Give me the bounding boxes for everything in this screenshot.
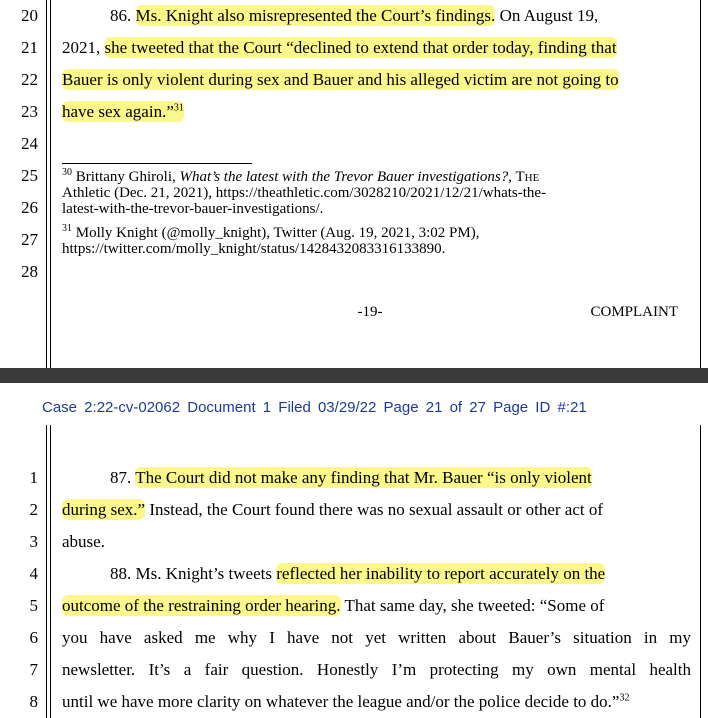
footnote-text: Molly Knight (@molly_knight), Twitter (Aug. 19, 2021, 3:02 PM), <box>72 225 480 241</box>
footnote-text: , The <box>508 169 540 185</box>
footnote-30-line-1 <box>62 167 691 185</box>
line-number: 6 <box>29 628 38 647</box>
highlighted-text: Ms. Knight also misrepresented the Court’s findings. <box>135 6 496 25</box>
paragraph-number: 87. <box>110 468 136 487</box>
line-number: 20 <box>21 6 38 25</box>
highlighted-text: she tweeted that the Court “declined to extend that order today, finding that <box>104 38 617 57</box>
line-number: 24 <box>21 134 38 153</box>
line-number: 4 <box>29 564 38 583</box>
line-number: 23 <box>21 102 38 121</box>
body-text: On August 19, <box>495 6 599 25</box>
line-number: 28 <box>21 262 38 281</box>
paragraph-88-line-5 <box>62 692 691 712</box>
footnote-ref-32[interactable]: 32 <box>619 692 630 704</box>
footnote-31-line-2[interactable]: https://twitter.com/molly_knight/status/1428432083316133890. <box>62 241 446 257</box>
body-text: That same day, she tweeted: “Some of <box>340 596 605 615</box>
body-text: 2021, <box>62 38 105 57</box>
paragraph-86-line-2 <box>62 38 691 58</box>
footnote-30-line-3[interactable]: latest-with-the-trevor-bauer-investigations/. <box>62 201 324 217</box>
highlighted-text: during sex.” <box>62 500 146 519</box>
line-number: 25 <box>21 166 38 185</box>
paragraph-87-line-3: abuse. <box>62 532 105 551</box>
line-number: 27 <box>21 230 38 249</box>
paragraph-number: 86. <box>110 6 136 25</box>
paragraph-88-line-2 <box>62 596 691 616</box>
footnote-ref-31[interactable]: 31 <box>173 102 184 114</box>
highlighted-text: reflected her inability to report accurately on the <box>276 564 606 583</box>
footnote-31-line-1 <box>62 223 691 241</box>
body-text: 88. Ms. Knight’s tweets <box>110 564 277 583</box>
margin-rule-left-inner <box>50 0 51 368</box>
line-number: 3 <box>29 532 38 551</box>
line-number: 1 <box>29 468 38 487</box>
line-number: 2 <box>29 500 38 519</box>
line-number: 8 <box>29 692 38 711</box>
page-separator <box>0 368 708 383</box>
footnote-number: 31 <box>62 223 72 234</box>
page-number: -19- <box>357 304 383 320</box>
paragraph-88-line-1 <box>62 564 691 584</box>
highlighted-text-content: have sex again.” <box>62 102 174 121</box>
highlighted-text: Bauer is only violent during sex and Bauer and his alleged victim are not going to <box>62 70 619 89</box>
paragraph-87-line-2 <box>62 500 691 520</box>
line-number: 7 <box>29 660 38 679</box>
highlighted-text: The Court did not make any finding that Mr. Bauer “is only violent <box>135 468 592 487</box>
margin-rule-left <box>46 0 47 368</box>
footnote-article-title: What’s the latest with the Trevor Bauer investigations? <box>179 169 509 185</box>
line-number: 5 <box>29 596 38 615</box>
case-header: Case 2:22-cv-02062 Document 1 Filed 03/29/22 Page 21 of 27 Page ID #:21 <box>42 399 587 416</box>
paragraph-86-line-3 <box>62 70 691 90</box>
highlighted-text: outcome of the restraining order hearing. <box>62 596 341 615</box>
paragraph-86-line-1 <box>62 6 691 26</box>
footnote-number: 30 <box>62 167 72 178</box>
line-number: 26 <box>21 198 38 217</box>
document-title: COMPLAINT <box>590 304 678 320</box>
footnote-rule <box>62 163 252 164</box>
line-number: 22 <box>21 70 38 89</box>
footnote-text: Brittany Ghiroli, <box>72 169 180 185</box>
body-text: Instead, the Court found there was no sexual assault or other act of <box>145 500 604 519</box>
document-page-21 <box>0 383 708 718</box>
paragraph-88-line-3: you have asked me why I have not yet written about Bauer’s situation in my <box>62 628 691 647</box>
paragraph-87-line-1 <box>62 468 691 488</box>
body-text: until we have more clarity on whatever the league and/or the police decide to do.” <box>62 692 620 711</box>
margin-rule-right <box>700 0 701 368</box>
paragraph-88-line-4: newsletter. It’s a fair question. Honestly I’m protecting my own mental health <box>62 660 691 679</box>
margin-rule-left <box>46 425 47 718</box>
footnote-30-line-2[interactable]: Athletic (Dec. 21, 2021), https://theathletic.com/3028210/2021/12/21/whats-the- <box>62 185 547 201</box>
paragraph-86-line-4 <box>62 102 691 122</box>
highlighted-text <box>62 101 184 122</box>
margin-rule-right <box>700 425 701 718</box>
line-number: 21 <box>21 38 38 57</box>
margin-rule-left-inner <box>50 425 51 718</box>
